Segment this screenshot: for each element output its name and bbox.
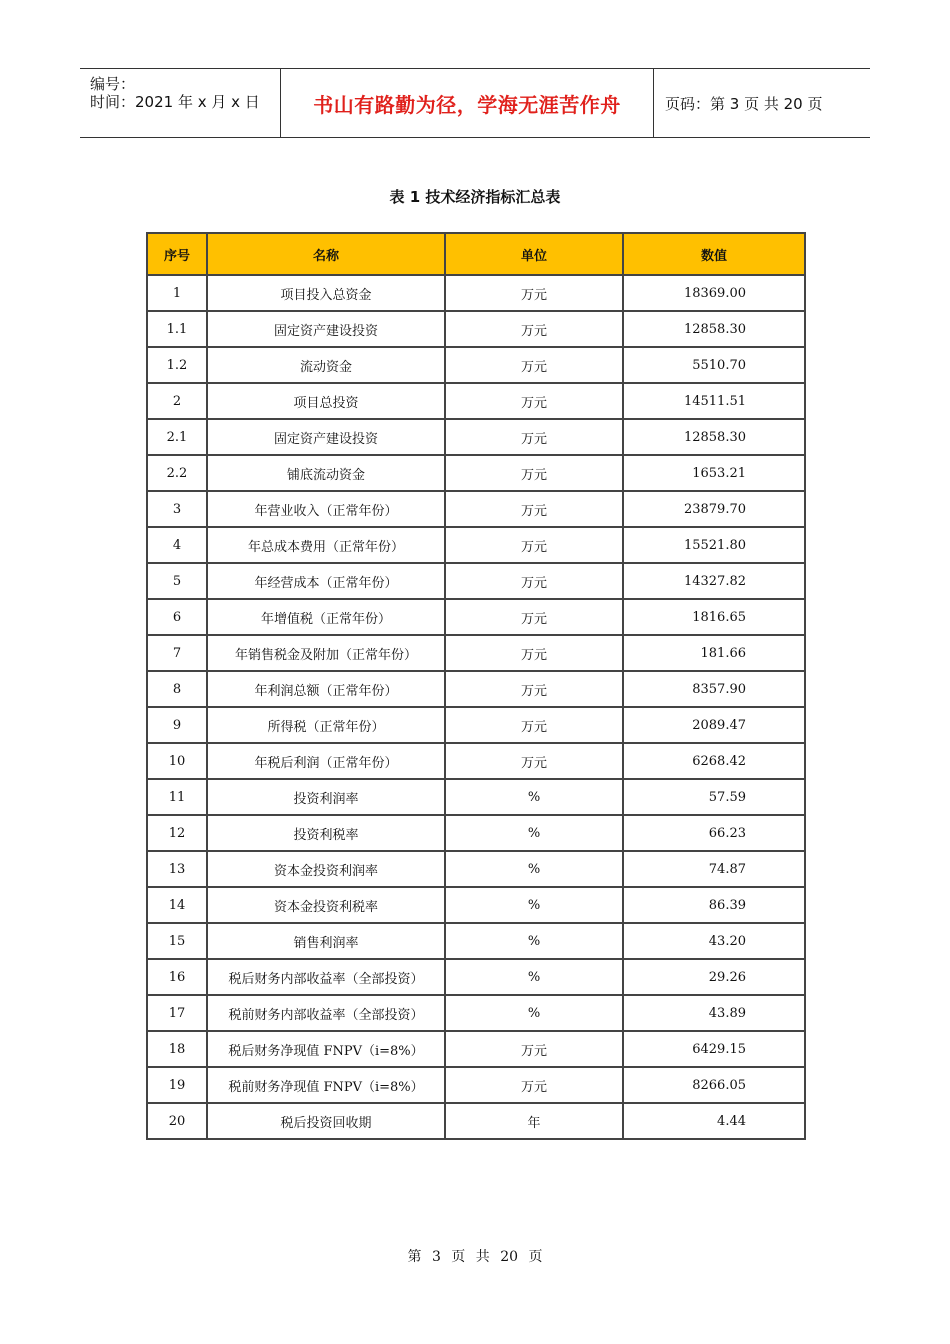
cell-name: 项目投入总资金 bbox=[207, 275, 445, 311]
cell-name: 年销售税金及附加（正常年份） bbox=[207, 635, 445, 671]
cell-value: 57.59 bbox=[623, 779, 805, 815]
cell-seq: 2.2 bbox=[147, 455, 207, 491]
cell-value: 6429.15 bbox=[623, 1031, 805, 1067]
cell-value: 15521.80 bbox=[623, 527, 805, 563]
cell-seq: 8 bbox=[147, 671, 207, 707]
cell-name: 固定资产建设投资 bbox=[207, 419, 445, 455]
table-row bbox=[147, 347, 805, 383]
table-row bbox=[147, 1031, 805, 1067]
cell-seq: 3 bbox=[147, 491, 207, 527]
table-row bbox=[147, 419, 805, 455]
cell-unit: 万元 bbox=[445, 419, 623, 455]
cell-value: 29.26 bbox=[623, 959, 805, 995]
cell-seq: 4 bbox=[147, 527, 207, 563]
cell-value: 14511.51 bbox=[623, 383, 805, 419]
table-row bbox=[147, 527, 805, 563]
cell-name: 资本金投资利税率 bbox=[207, 887, 445, 923]
cell-name: 投资利润率 bbox=[207, 779, 445, 815]
cell-value: 5510.70 bbox=[623, 347, 805, 383]
cell-seq: 16 bbox=[147, 959, 207, 995]
table-row bbox=[147, 383, 805, 419]
header-left-cell bbox=[80, 69, 280, 137]
cell-value: 18369.00 bbox=[623, 275, 805, 311]
cell-name: 税后投资回收期 bbox=[207, 1103, 445, 1139]
table-row bbox=[147, 995, 805, 1031]
cell-value: 43.20 bbox=[623, 923, 805, 959]
cell-name: 年总成本费用（正常年份） bbox=[207, 527, 445, 563]
header-unit: 单位 bbox=[445, 233, 623, 275]
table-row bbox=[147, 671, 805, 707]
cell-seq: 1 bbox=[147, 275, 207, 311]
table-row bbox=[147, 1103, 805, 1139]
cell-seq: 14 bbox=[147, 887, 207, 923]
table-header-row bbox=[147, 233, 805, 275]
cell-unit: % bbox=[445, 923, 623, 959]
number-label: 编号： bbox=[90, 75, 136, 93]
cell-unit: 万元 bbox=[445, 455, 623, 491]
cell-seq: 15 bbox=[147, 923, 207, 959]
cell-seq: 20 bbox=[147, 1103, 207, 1139]
cell-unit: 万元 bbox=[445, 707, 623, 743]
cell-seq: 7 bbox=[147, 635, 207, 671]
cell-value: 12858.30 bbox=[623, 419, 805, 455]
cell-unit: 年 bbox=[445, 1103, 623, 1139]
table-row bbox=[147, 779, 805, 815]
cell-value: 4.44 bbox=[623, 1103, 805, 1139]
table-row bbox=[147, 851, 805, 887]
cell-seq: 2.1 bbox=[147, 419, 207, 455]
table-row bbox=[147, 959, 805, 995]
cell-unit: 万元 bbox=[445, 563, 623, 599]
cell-unit: 万元 bbox=[445, 491, 623, 527]
cell-seq: 9 bbox=[147, 707, 207, 743]
cell-seq: 2 bbox=[147, 383, 207, 419]
cell-name: 税后财务净现值 FNPV（i=8%） bbox=[207, 1031, 445, 1067]
header-motto-cell bbox=[280, 69, 654, 137]
table-body bbox=[147, 275, 805, 1139]
cell-seq: 6 bbox=[147, 599, 207, 635]
header-name: 名称 bbox=[207, 233, 445, 275]
cell-value: 14327.82 bbox=[623, 563, 805, 599]
cell-name: 销售利润率 bbox=[207, 923, 445, 959]
cell-value: 1816.65 bbox=[623, 599, 805, 635]
cell-value: 8266.05 bbox=[623, 1067, 805, 1103]
table-row bbox=[147, 635, 805, 671]
cell-seq: 10 bbox=[147, 743, 207, 779]
table-row bbox=[147, 923, 805, 959]
cell-name: 所得税（正常年份） bbox=[207, 707, 445, 743]
table-row bbox=[147, 815, 805, 851]
cell-unit: 万元 bbox=[445, 671, 623, 707]
cell-seq: 1.2 bbox=[147, 347, 207, 383]
table-row bbox=[147, 743, 805, 779]
cell-unit: 万元 bbox=[445, 527, 623, 563]
cell-unit: 万元 bbox=[445, 743, 623, 779]
cell-value: 12858.30 bbox=[623, 311, 805, 347]
table-row bbox=[147, 275, 805, 311]
document-header bbox=[80, 68, 870, 138]
header-value: 数值 bbox=[623, 233, 805, 275]
cell-name: 年营业收入（正常年份） bbox=[207, 491, 445, 527]
table-row bbox=[147, 887, 805, 923]
cell-seq: 13 bbox=[147, 851, 207, 887]
table-row bbox=[147, 455, 805, 491]
cell-name: 流动资金 bbox=[207, 347, 445, 383]
cell-name: 税前财务净现值 FNPV（i=8%） bbox=[207, 1067, 445, 1103]
table-row bbox=[147, 563, 805, 599]
cell-name: 年经营成本（正常年份） bbox=[207, 563, 445, 599]
cell-unit: 万元 bbox=[445, 1067, 623, 1103]
cell-seq: 1.1 bbox=[147, 311, 207, 347]
cell-name: 年税后利润（正常年份） bbox=[207, 743, 445, 779]
cell-seq: 12 bbox=[147, 815, 207, 851]
cell-value: 86.39 bbox=[623, 887, 805, 923]
table-row bbox=[147, 491, 805, 527]
cell-unit: 万元 bbox=[445, 599, 623, 635]
cell-value: 1653.21 bbox=[623, 455, 805, 491]
cell-unit: % bbox=[445, 779, 623, 815]
cell-name: 年增值税（正常年份） bbox=[207, 599, 445, 635]
table-row bbox=[147, 599, 805, 635]
cell-name: 项目总投资 bbox=[207, 383, 445, 419]
page-info: 页码：第 3 页 共 20 页 bbox=[665, 94, 823, 113]
date-line: 时间：2021 年 x 月 x 日 bbox=[90, 93, 260, 111]
cell-name: 税前财务内部收益率（全部投资） bbox=[207, 995, 445, 1031]
cell-unit: 万元 bbox=[445, 383, 623, 419]
table-title: 表 1 技术经济指标汇总表 bbox=[389, 188, 561, 206]
cell-value: 74.87 bbox=[623, 851, 805, 887]
table-row bbox=[147, 311, 805, 347]
cell-name: 年利润总额（正常年份） bbox=[207, 671, 445, 707]
cell-seq: 18 bbox=[147, 1031, 207, 1067]
cell-name: 资本金投资利润率 bbox=[207, 851, 445, 887]
cell-name: 固定资产建设投资 bbox=[207, 311, 445, 347]
cell-name: 铺底流动资金 bbox=[207, 455, 445, 491]
cell-unit: 万元 bbox=[445, 635, 623, 671]
table-row bbox=[147, 1067, 805, 1103]
cell-name: 税后财务内部收益率（全部投资） bbox=[207, 959, 445, 995]
header-page-cell bbox=[653, 69, 870, 137]
cell-seq: 17 bbox=[147, 995, 207, 1031]
cell-value: 2089.47 bbox=[623, 707, 805, 743]
cell-value: 8357.90 bbox=[623, 671, 805, 707]
cell-unit: 万元 bbox=[445, 275, 623, 311]
indicator-table bbox=[146, 232, 806, 1140]
header-seq: 序号 bbox=[147, 233, 207, 275]
cell-seq: 11 bbox=[147, 779, 207, 815]
page-footer: 第 3 页 共 20 页 bbox=[407, 1249, 543, 1265]
cell-unit: % bbox=[445, 995, 623, 1031]
cell-unit: 万元 bbox=[445, 311, 623, 347]
cell-seq: 19 bbox=[147, 1067, 207, 1103]
cell-value: 6268.42 bbox=[623, 743, 805, 779]
cell-unit: % bbox=[445, 959, 623, 995]
cell-unit: 万元 bbox=[445, 1031, 623, 1067]
cell-unit: 万元 bbox=[445, 347, 623, 383]
cell-unit: % bbox=[445, 851, 623, 887]
cell-name: 投资利税率 bbox=[207, 815, 445, 851]
cell-seq: 5 bbox=[147, 563, 207, 599]
cell-value: 181.66 bbox=[623, 635, 805, 671]
cell-unit: % bbox=[445, 887, 623, 923]
indicator-table-wrapper bbox=[146, 232, 804, 1140]
cell-value: 23879.70 bbox=[623, 491, 805, 527]
cell-value: 43.89 bbox=[623, 995, 805, 1031]
cell-value: 66.23 bbox=[623, 815, 805, 851]
table-row bbox=[147, 707, 805, 743]
cell-unit: % bbox=[445, 815, 623, 851]
motto: 书山有路勤为径，学海无涯苦作舟 bbox=[313, 92, 621, 117]
